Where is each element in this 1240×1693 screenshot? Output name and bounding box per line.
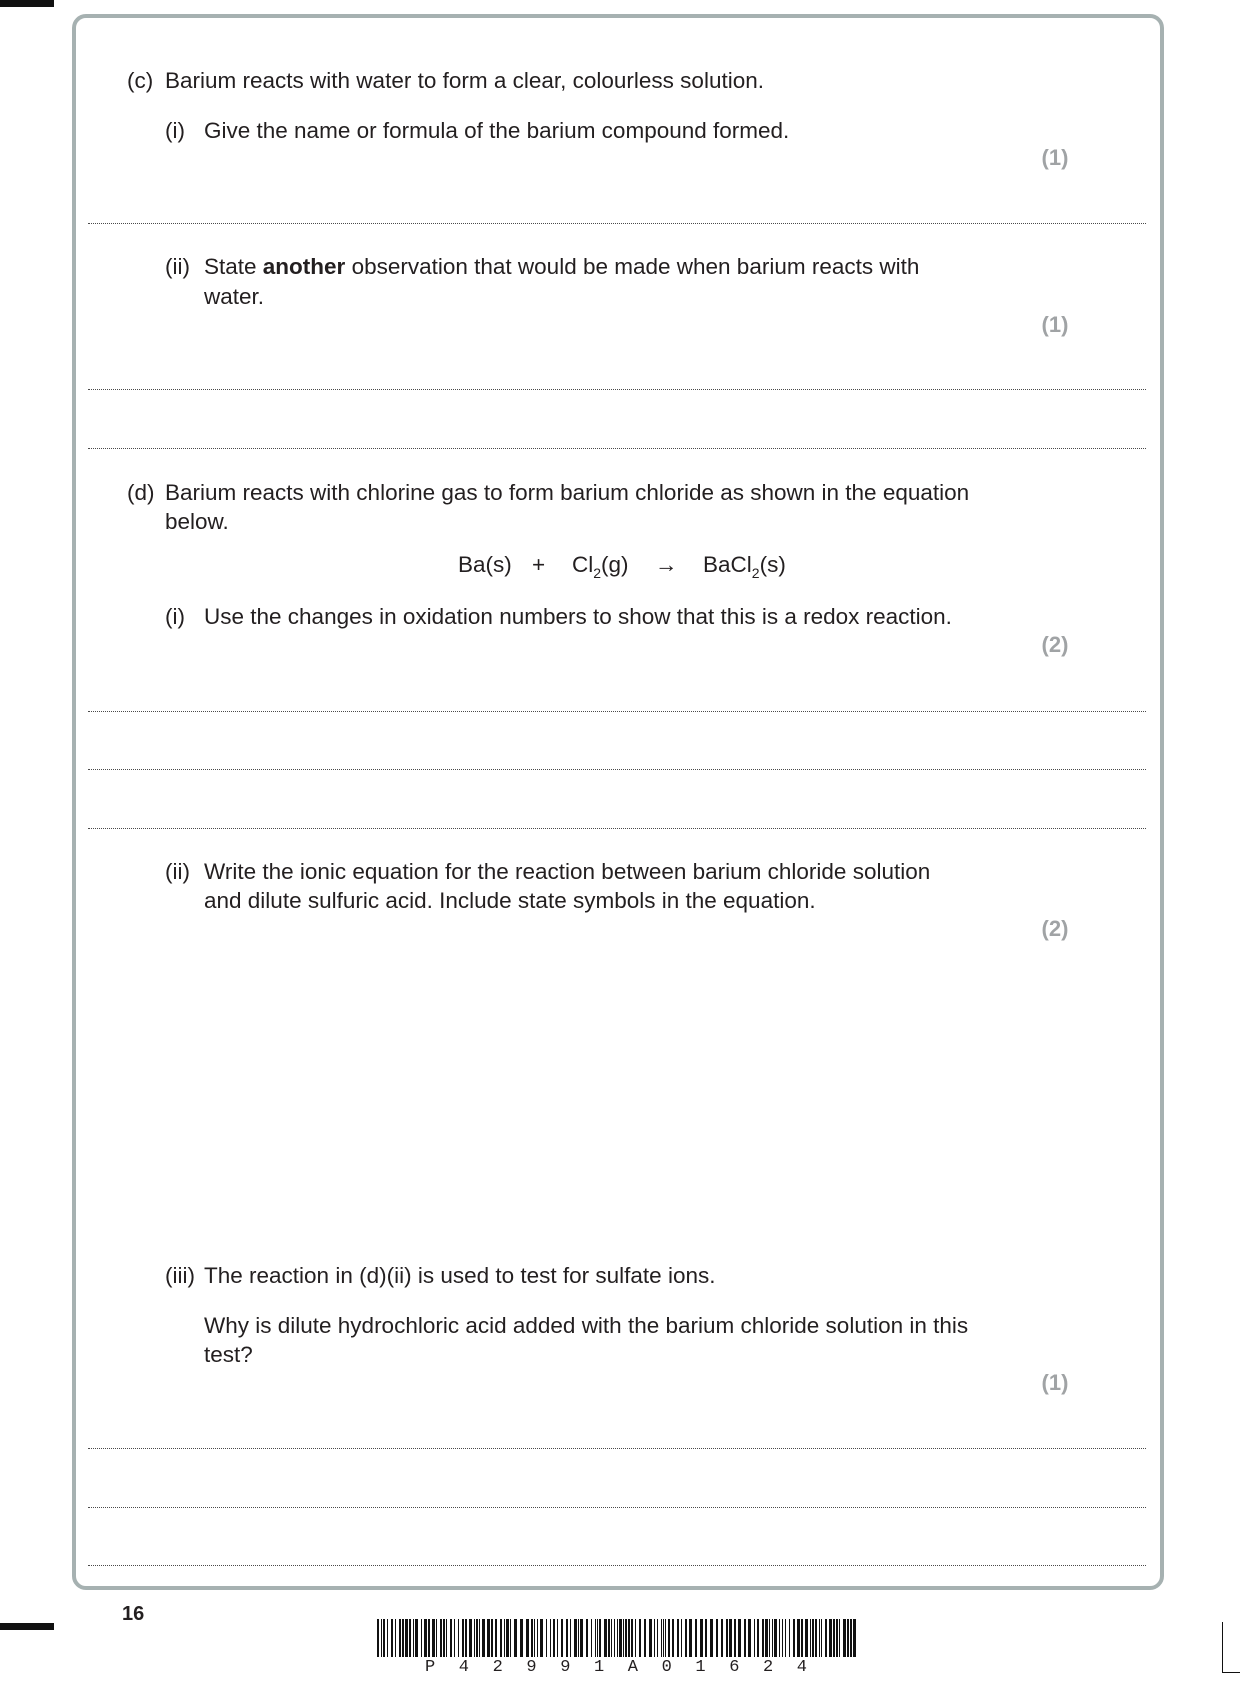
- part-c-i-text: Give the name or formula of the barium compound formed.: [204, 118, 790, 143]
- crop-mark: [1222, 1672, 1240, 1673]
- barcode-char: 4: [796, 1658, 807, 1677]
- answer-line[interactable]: [88, 448, 1146, 449]
- part-d-i-marks: (2): [1041, 632, 1069, 657]
- part-c-ii-label: (ii): [165, 254, 190, 279]
- part-d-ii-text-line2: and dilute sulfuric acid. Include state symbols in the equation.: [204, 888, 816, 913]
- barcode-char: 9: [560, 1658, 571, 1677]
- barcode-char: 4: [458, 1658, 469, 1677]
- answer-line[interactable]: [88, 1507, 1146, 1508]
- registration-mark-top: [0, 0, 54, 7]
- part-d-text-line2: below.: [165, 509, 229, 534]
- answer-line[interactable]: [88, 828, 1146, 829]
- registration-mark-bottom: [0, 1623, 54, 1630]
- answer-line[interactable]: [88, 711, 1146, 712]
- part-d-ii-label: (ii): [165, 859, 190, 884]
- barcode-char: 2: [492, 1658, 503, 1677]
- answer-line[interactable]: [88, 769, 1146, 770]
- answer-line[interactable]: [88, 1448, 1146, 1449]
- part-c-text: Barium reacts with water to form a clear, colourless solution.: [165, 68, 764, 93]
- part-d-label: (d): [127, 480, 155, 505]
- part-d-ii-text: Write the ionic equation for the reaction between barium chloride solution: [204, 859, 931, 884]
- crop-mark: [1222, 1622, 1223, 1672]
- part-c-i-marks: (1): [1041, 145, 1069, 170]
- part-c-ii-text: State another observation that would be made when barium reacts with: [204, 254, 920, 279]
- part-d-i-label: (i): [165, 604, 185, 629]
- part-d-iii-label: (iii): [165, 1263, 195, 1288]
- part-d-text: Barium reacts with chlorine gas to form barium chloride as shown in the equation: [165, 480, 970, 505]
- part-c-ii-marks: (1): [1041, 312, 1069, 337]
- answer-line[interactable]: [88, 389, 1146, 390]
- equation-plus: +: [532, 552, 546, 577]
- barcode-char: 9: [526, 1658, 537, 1677]
- equation-reactant-ba: Ba(s): [458, 552, 512, 577]
- barcode-char: 1: [695, 1658, 706, 1677]
- answer-line[interactable]: [88, 1565, 1146, 1566]
- barcode-char: P: [425, 1658, 436, 1677]
- barcode-char: 0: [661, 1658, 672, 1677]
- answer-space-ionic-equation[interactable]: [88, 950, 1146, 1240]
- part-c-i-label: (i): [165, 118, 185, 143]
- page-number: 16: [122, 1603, 145, 1625]
- part-d-i-text: Use the changes in oxidation numbers to show that this is a redox reaction.: [204, 604, 952, 629]
- part-d-ii-marks: (2): [1041, 916, 1069, 941]
- barcode-char: 1: [594, 1658, 605, 1677]
- part-c-label: (c): [127, 68, 154, 93]
- answer-line[interactable]: [88, 223, 1146, 224]
- barcode-char: 2: [763, 1658, 774, 1677]
- equation-arrow: →: [655, 552, 678, 577]
- part-c-ii-text-line2: water.: [204, 284, 265, 309]
- equation-product-bacl2: BaCl$_2$(s): [703, 552, 786, 581]
- barcode-icon: [377, 1619, 860, 1657]
- part-d-iii-text: The reaction in (d)(ii) is used to test for sulfate ions.: [204, 1263, 716, 1288]
- emphasis-another: another: [262, 254, 346, 279]
- barcode-char: 6: [729, 1658, 740, 1677]
- part-d-iii-question-line2: test?: [204, 1342, 253, 1367]
- barcode-char: A: [627, 1658, 638, 1677]
- part-d-iii-marks: (1): [1041, 1370, 1069, 1395]
- equation-reactant-cl2: $Cl_2(g)$: [572, 552, 629, 581]
- part-d-iii-question: Why is dilute hydrochloric acid added with the barium chloride solution in this: [204, 1313, 969, 1338]
